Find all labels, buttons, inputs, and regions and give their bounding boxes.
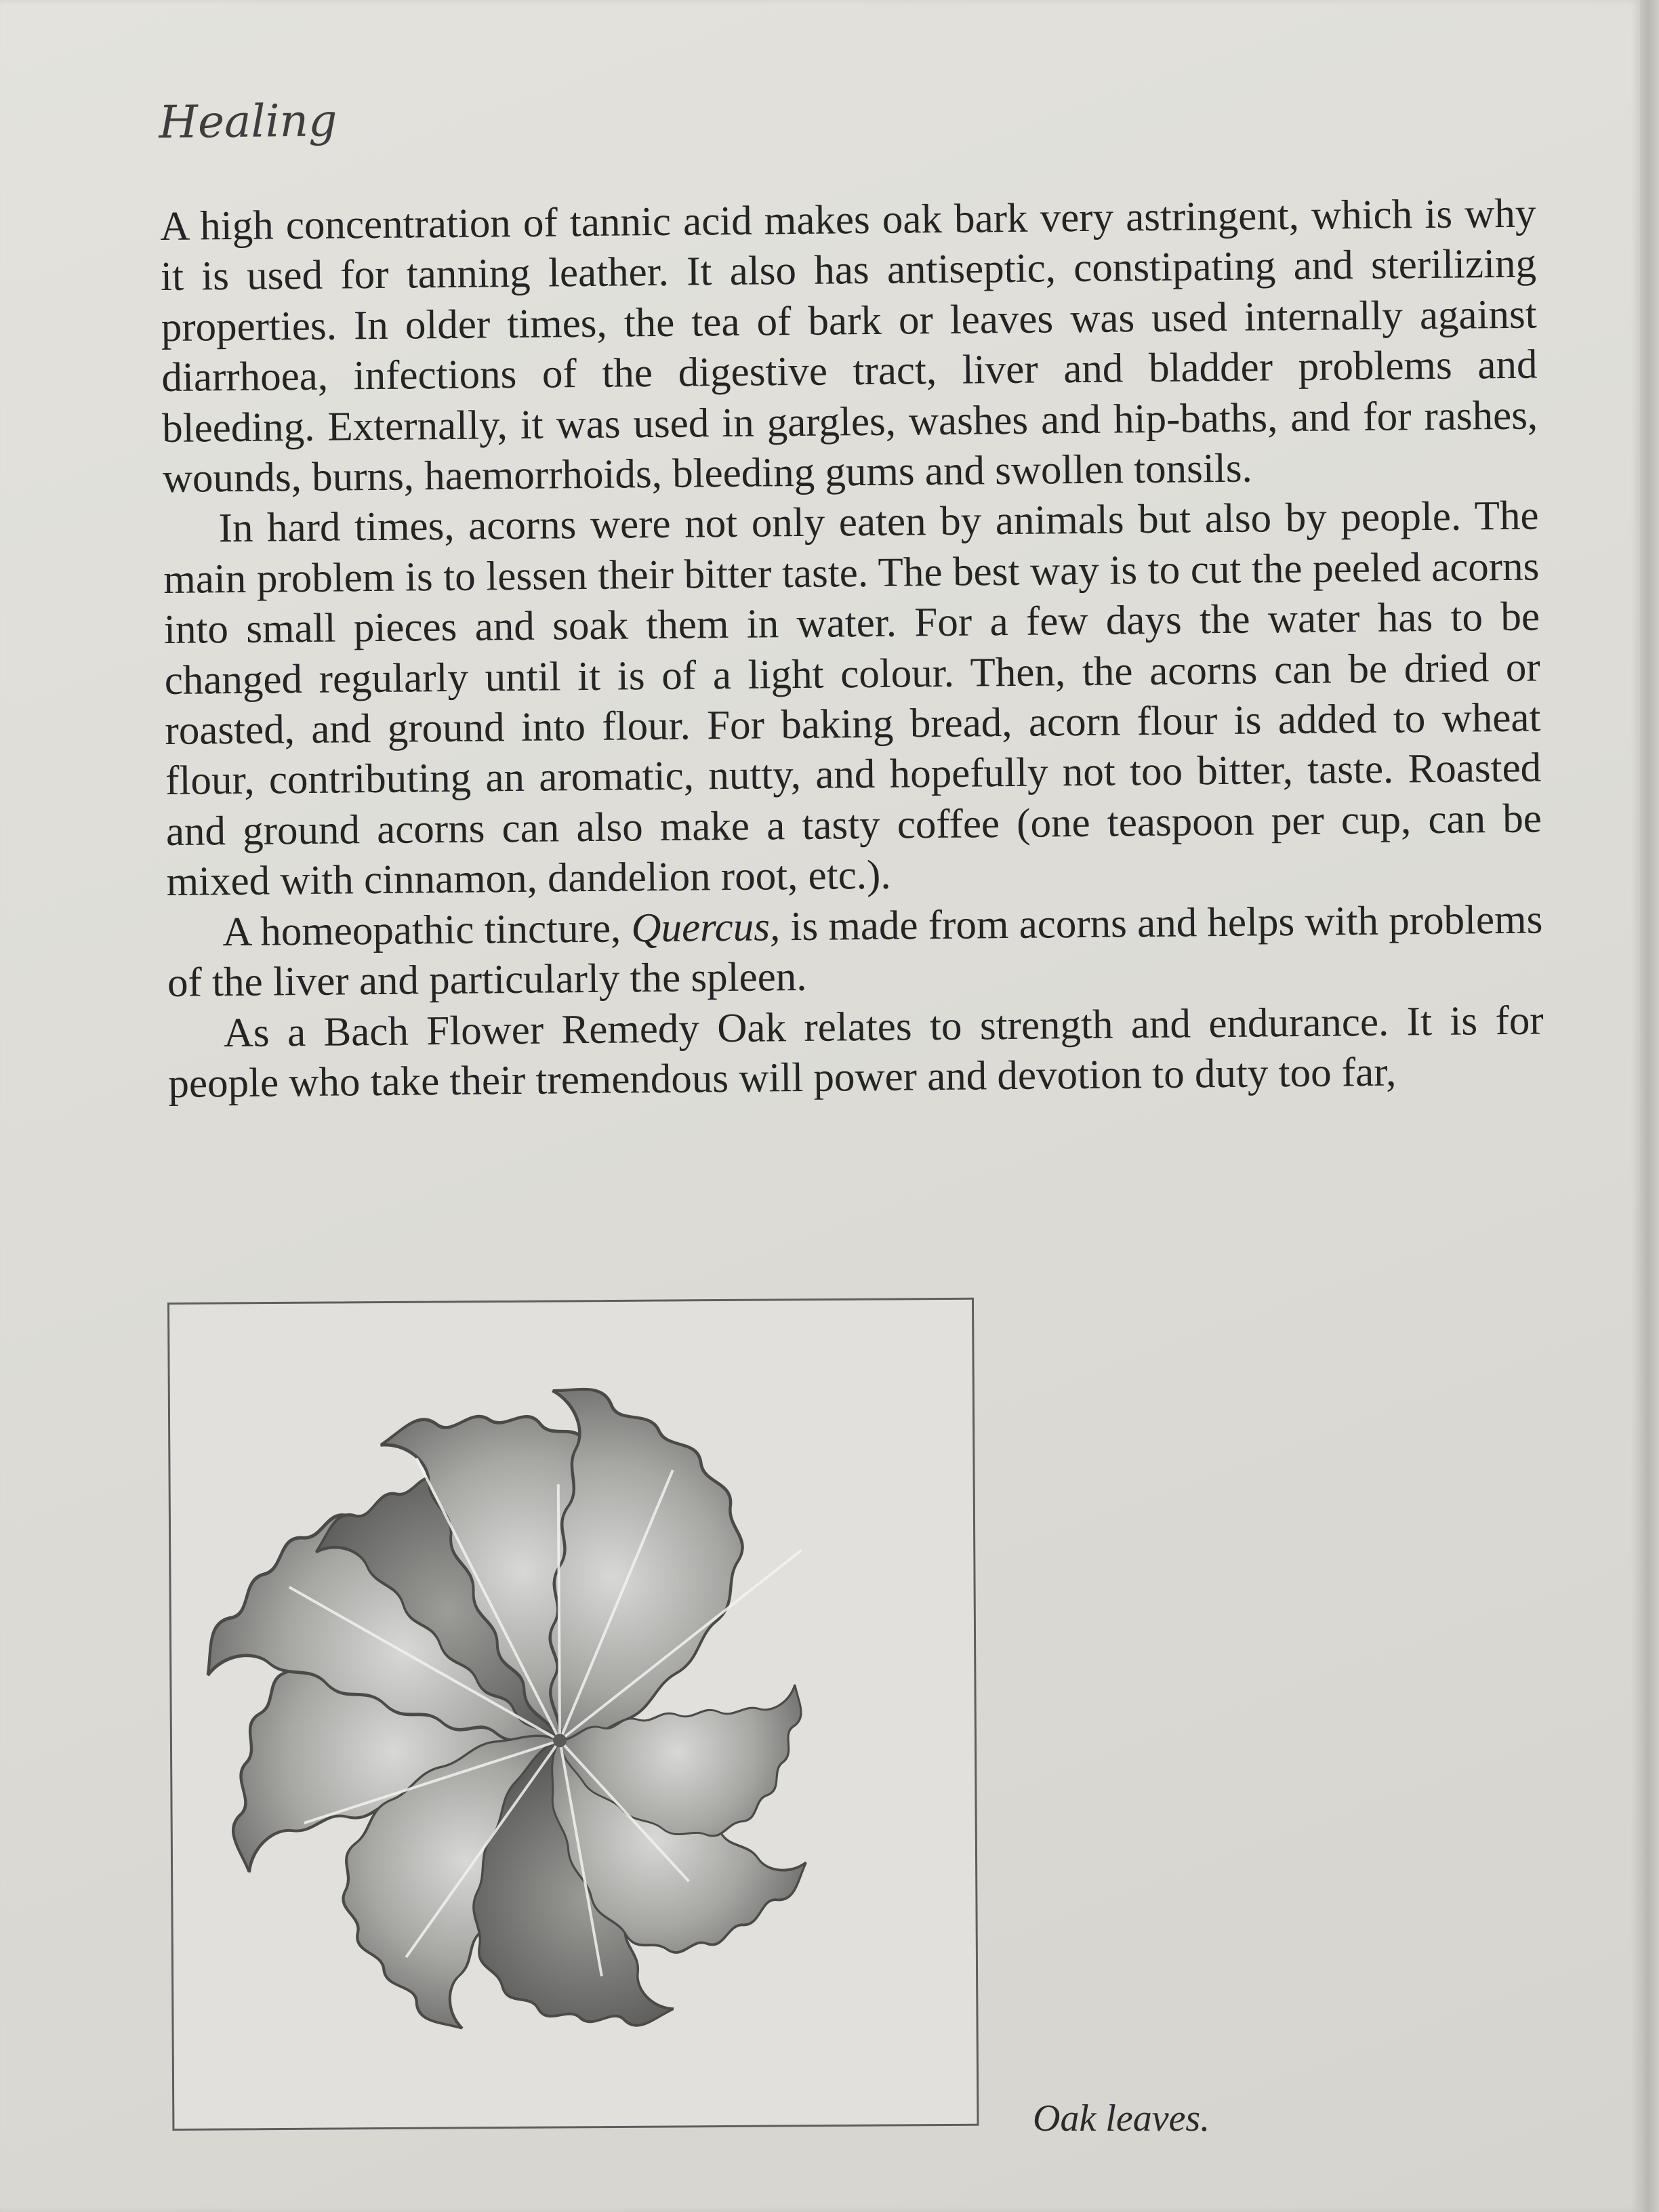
paragraph-tannic-acid: A high concentration of tannic acid makes oak bark very astringent, which is why it is used for tanning leather. It also has antiseptic, constipating and sterilizing properties. In older times, the tea of bark or leaves was used internally against diarrhoea, infections of the digestive tract, liver and bladder problems and bleeding. Externally, it was used in gargles, washes and hip-baths, and for rashes, wounds, burns, haemorrhoids, bleeding gums and swollen tonsils. [160, 190, 1538, 502]
section-heading: Healing [159, 94, 337, 148]
homeopathic-text-before: A homeopathic tincture, [222, 905, 632, 955]
oak-leaves-illustration [167, 1298, 979, 2131]
body-text [160, 189, 1544, 1110]
homeopathic-text-after: is made from acorns and helps with problems of the liver and particularly the spleen. [167, 897, 1543, 1006]
paragraph-acorns: In hard times, acorns were not only eaten by animals but also by people. The main problem is to lessen their bitter taste. The best way is to cut the peeled acorns into small pieces and soak them in water. For a few days the water has to be changed regularly until it is of a light colour. Then, the acorns can be dried or roasted, and ground into flour. For baking bread, acorn flour is added to wheat flour, contributing an aromatic, nutty, and hopefully not too bitter, taste. Roasted and ground acorns can also make a tasty coffee (one teaspoon per cup, can be mixed with cinnamon, dandelion root, etc.). [163, 493, 1542, 905]
paragraph-bach-flower: As a Bach Flower Remedy Oak relates to strength and endurance. It is for people who take their tremendous will power and devotion to duty too far, [168, 997, 1544, 1107]
page-spine-edge [1640, 0, 1659, 2212]
figure-caption: Oak leaves. [1033, 2097, 1210, 2139]
quercus-emphasis: Quercus, [631, 903, 781, 951]
paragraph-homeopathic [167, 895, 1543, 1008]
